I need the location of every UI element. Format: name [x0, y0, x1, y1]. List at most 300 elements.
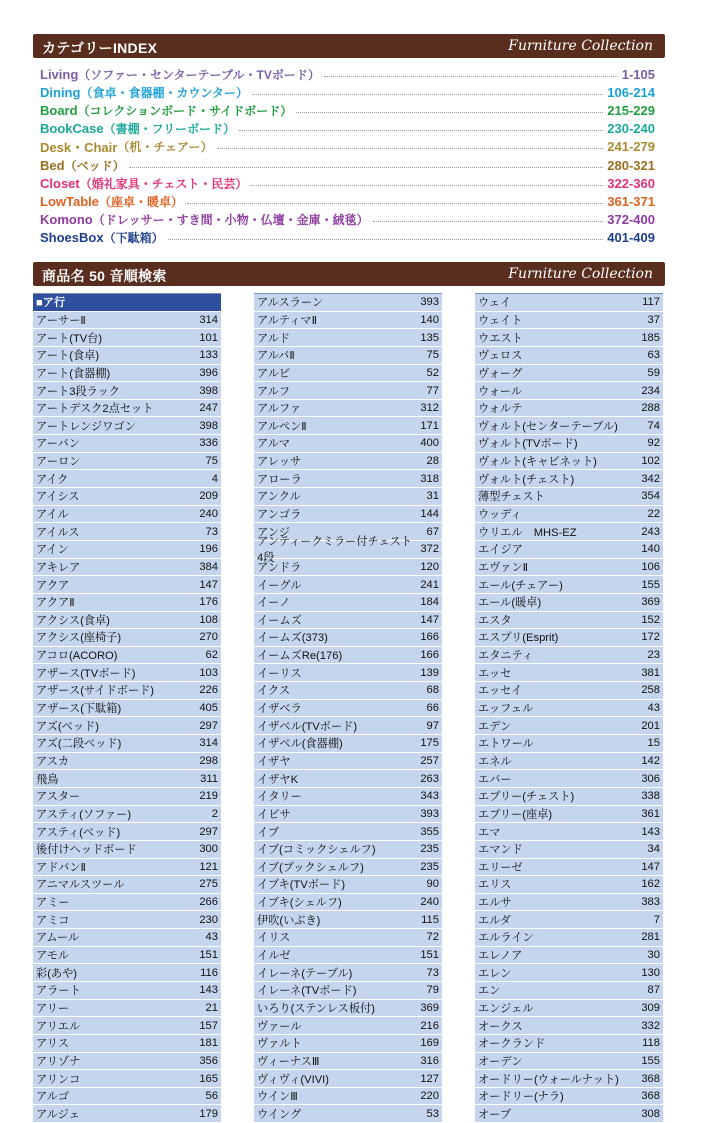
product-name: エイジア [478, 544, 523, 557]
product-name: アズ(二段ベッド) [36, 738, 122, 751]
product-row [33, 506, 221, 524]
product-page: 369 [641, 596, 660, 609]
product-row [33, 523, 221, 541]
product-row [475, 453, 663, 471]
product-name: 飛鳥 [36, 773, 59, 786]
product-name: オークランド [478, 1038, 546, 1051]
product-row [33, 841, 221, 859]
product-name: エスタ [478, 614, 512, 627]
product-search-title: 商品名 50 音順検索 [42, 268, 167, 284]
product-page: 184 [420, 596, 439, 609]
product-name: イザベル(TVボード) [257, 720, 358, 733]
product-page: 133 [199, 349, 218, 362]
product-page: 235 [420, 860, 439, 873]
product-page: 22 [647, 508, 660, 520]
category-description: （机・チェアー） [117, 140, 213, 155]
product-page: 15 [647, 737, 660, 750]
product-name: アスカ [36, 755, 70, 768]
dot-leader [217, 148, 604, 149]
category-name: Living [40, 66, 79, 82]
dot-leader [239, 130, 603, 131]
product-page: 311 [200, 772, 218, 785]
product-name: アートレンジワゴン [36, 420, 136, 433]
product-page: 79 [426, 984, 439, 997]
product-row [475, 629, 663, 647]
product-page: 235 [420, 843, 439, 856]
product-page: 398 [199, 384, 218, 397]
dot-leader [187, 203, 603, 204]
product-row [254, 594, 442, 612]
product-name: ウイング [257, 1108, 302, 1121]
product-page: 116 [200, 966, 218, 979]
product-name: アンドラ [257, 561, 302, 574]
product-name: アート(食卓) [36, 350, 100, 363]
product-row [475, 382, 663, 400]
product-name: イザベル(食器棚) [257, 738, 343, 751]
product-name: アキレア [36, 561, 81, 574]
product-name: イザベラ [257, 703, 302, 716]
product-row [33, 700, 221, 718]
product-page: 103 [199, 666, 218, 679]
product-row [254, 488, 442, 506]
product-page: 209 [199, 490, 218, 503]
product-name: ウェイ [478, 297, 512, 310]
product-row [475, 841, 663, 859]
product-row [33, 876, 221, 894]
product-row [475, 329, 663, 347]
product-row [254, 964, 442, 982]
product-row [475, 1053, 663, 1071]
product-row [254, 576, 442, 594]
product-name: アイン [36, 544, 69, 557]
product-row [33, 329, 221, 347]
product-page: 368 [641, 1090, 660, 1103]
category-description: （座卓・暖卓） [98, 194, 183, 209]
product-row [33, 382, 221, 400]
product-page: 234 [641, 384, 660, 397]
product-page: 393 [420, 807, 439, 820]
product-row [475, 612, 663, 630]
dot-leader [251, 185, 603, 186]
product-name: アート(TV台) [36, 332, 103, 345]
product-row [254, 312, 442, 330]
product-name: ウッディ [478, 509, 522, 521]
product-row [33, 400, 221, 418]
category-description: （婚礼家具・チェスト・民芸） [79, 176, 248, 191]
product-page: 28 [426, 455, 439, 468]
product-row [475, 700, 663, 718]
product-page: 147 [199, 578, 218, 591]
product-name: エルサ [478, 897, 512, 910]
product-page: 139 [420, 666, 439, 679]
product-page: 75 [205, 455, 218, 468]
product-name: アクシス(食卓) [36, 614, 110, 627]
product-row [33, 312, 221, 330]
product-row [254, 1105, 442, 1123]
product-page: 74 [647, 419, 660, 432]
category-pages: 106-214 [607, 84, 655, 100]
product-page: 316 [420, 1054, 439, 1067]
product-page: 172 [641, 631, 660, 644]
category-description: （書棚・フリーボード） [103, 122, 236, 137]
product-name: アローラ [257, 473, 302, 486]
category-pages: 1-105 [621, 66, 655, 82]
product-name: ヴァルト [257, 1038, 302, 1051]
product-row [475, 682, 663, 700]
product-page: 368 [641, 1072, 660, 1085]
product-row [33, 347, 221, 365]
product-page: 361 [641, 807, 660, 820]
product-page: 140 [641, 543, 660, 556]
category-row [40, 138, 655, 156]
product-page: 108 [199, 613, 218, 626]
product-row [475, 947, 663, 965]
product-row [475, 470, 663, 488]
product-page: 68 [426, 684, 439, 697]
product-row [33, 629, 221, 647]
product-row [254, 382, 442, 400]
product-name: 後付けヘッドボード [36, 844, 137, 857]
product-name: イザヤK [257, 773, 299, 786]
product-row [475, 1105, 663, 1123]
product-row [254, 417, 442, 435]
product-name: イタリー [257, 791, 302, 804]
product-page: 169 [420, 1037, 439, 1050]
product-name: イームズRe(176) [257, 650, 343, 663]
product-name: アルジェ [36, 1108, 80, 1121]
product-page: 300 [199, 843, 218, 856]
product-row [254, 717, 442, 735]
product-row [33, 770, 221, 788]
product-row [33, 612, 221, 630]
product-page: 240 [420, 896, 439, 909]
category-name: LowTable [40, 193, 99, 209]
product-row [254, 470, 442, 488]
product-page: 219 [199, 790, 218, 803]
product-row [475, 1017, 663, 1035]
product-name: ヴィーナスⅢ [257, 1055, 320, 1068]
product-name: ウインⅢ [257, 1091, 298, 1104]
product-page: 43 [647, 702, 660, 715]
product-page: 384 [199, 560, 218, 573]
product-name: アルペンⅡ [257, 420, 307, 433]
product-page: 288 [641, 402, 660, 415]
product-row [254, 806, 442, 824]
product-page: 127 [420, 1072, 439, 1085]
product-page: 147 [420, 613, 439, 626]
product-page: 66 [426, 702, 439, 715]
product-name: アミー [36, 897, 70, 910]
product-name: ヴォルト(キャビネット) [478, 456, 597, 469]
product-row [254, 329, 442, 347]
product-search-header [33, 262, 665, 286]
product-row [254, 770, 442, 788]
product-page: 142 [641, 754, 660, 767]
product-row [254, 911, 442, 929]
product-page: 162 [641, 878, 660, 891]
product-page: 67 [426, 525, 439, 538]
product-name: アイシス [36, 491, 80, 504]
product-name: エッセ [478, 667, 512, 680]
product-page: 372 [420, 543, 439, 556]
category-list [40, 65, 655, 247]
product-name: ヴォルト(TVボード) [478, 438, 578, 451]
product-row [254, 629, 442, 647]
furniture-collection-script: Furniture Collection [508, 266, 653, 282]
product-page: 30 [647, 949, 660, 962]
product-name: エルライン [478, 932, 534, 945]
product-row [475, 523, 663, 541]
product-row [254, 347, 442, 365]
product-page: 90 [426, 878, 439, 891]
product-row [475, 594, 663, 612]
product-name: イーノ [257, 597, 291, 610]
product-name: イリス [257, 932, 291, 945]
product-page: 196 [199, 543, 218, 556]
product-page: 297 [199, 719, 218, 732]
product-name: イビサ [257, 808, 291, 821]
product-row [254, 753, 442, 771]
category-name: Dining [40, 84, 81, 100]
product-row [254, 929, 442, 947]
product-name: エマンド [478, 844, 523, 857]
product-name: エン [478, 985, 501, 998]
product-name: アザース(サイドボード) [36, 685, 154, 698]
product-row [475, 1035, 663, 1053]
product-row [475, 1088, 663, 1106]
product-row [254, 788, 442, 806]
product-page: 152 [641, 613, 660, 626]
product-page: 179 [199, 1107, 218, 1120]
product-page: 53 [426, 1107, 439, 1120]
product-name: エネル [478, 755, 512, 768]
product-page: 342 [641, 472, 660, 485]
product-page: 332 [641, 1019, 660, 1032]
product-name: オークス [478, 1020, 523, 1033]
product-row [33, 1000, 221, 1018]
product-page: 354 [641, 490, 660, 503]
product-row [254, 365, 442, 383]
product-row [254, 400, 442, 418]
product-name: アルティマⅡ [257, 314, 318, 327]
product-name: いろり(ステンレス板付) [257, 1002, 375, 1015]
dot-leader [168, 239, 604, 240]
category-pages: 215-229 [607, 102, 655, 118]
product-name: エトワール [478, 738, 534, 751]
product-row [475, 982, 663, 1000]
product-row [254, 647, 442, 665]
product-name: イーグル [257, 579, 302, 592]
product-name: アイク [36, 473, 69, 486]
product-row [475, 400, 663, 418]
product-page: 314 [199, 737, 218, 750]
product-row [254, 735, 442, 753]
product-row [475, 788, 663, 806]
product-page: 230 [199, 913, 218, 926]
product-name: アムール [36, 932, 80, 945]
product-name: アクシス(座椅子) [36, 632, 122, 645]
product-page: 175 [420, 737, 439, 750]
product-page: 309 [641, 1001, 660, 1014]
product-name: イームズ [257, 614, 302, 627]
product-page: 396 [199, 366, 218, 379]
product-name: アザース(TVボード) [36, 667, 136, 680]
product-page: 247 [199, 402, 218, 415]
product-row [254, 1053, 442, 1071]
product-name: ウリエル MHS-EZ [478, 526, 577, 539]
product-row [254, 982, 442, 1000]
product-name: アスター [36, 791, 81, 804]
product-row [254, 894, 442, 912]
product-row [33, 488, 221, 506]
product-name: アンゴラ [257, 509, 302, 521]
product-page: 101 [199, 331, 218, 344]
furniture-collection-script: Furniture Collection [508, 38, 653, 54]
product-row [254, 841, 442, 859]
product-name: イブキ(TVボード) [257, 879, 346, 892]
product-name: アザース(下駄箱) [36, 703, 122, 716]
product-row [254, 612, 442, 630]
category-row [40, 83, 655, 101]
product-row [475, 488, 663, 506]
section-heading-a-row [33, 294, 221, 312]
product-page: 155 [641, 1054, 660, 1067]
product-page: 400 [420, 437, 439, 450]
product-name: アリエル [36, 1020, 81, 1033]
product-page: 2 [211, 807, 218, 820]
product-row [33, 806, 221, 824]
product-name: イブ [257, 826, 280, 839]
product-page: 43 [205, 931, 218, 944]
product-row [475, 664, 663, 682]
product-row [475, 647, 663, 665]
product-page: 176 [199, 596, 218, 609]
product-name: アズ(ベッド) [36, 720, 99, 733]
product-row [254, 947, 442, 965]
category-row [40, 156, 655, 174]
product-page: 151 [199, 949, 218, 962]
product-page: 34 [647, 843, 660, 856]
product-page: 381 [641, 666, 660, 679]
category-index-title: カテゴリーINDEX [42, 40, 158, 56]
product-name: エデン [478, 720, 512, 733]
product-page: 270 [199, 631, 218, 644]
product-name: アートデスク2点セット [36, 403, 154, 416]
product-row [475, 859, 663, 877]
product-row [33, 1105, 221, 1123]
product-page: 166 [420, 649, 439, 662]
product-name: アリゾナ [36, 1055, 81, 1068]
product-name: アンジ [257, 526, 290, 539]
category-row [40, 229, 655, 247]
product-name: エール(チェアー) [478, 579, 563, 592]
category-pages: 322-360 [607, 175, 655, 191]
product-page: 72 [426, 931, 439, 944]
category-description: （コレクションボード・サイドボード） [77, 103, 293, 118]
product-row [475, 312, 663, 330]
product-page: 338 [641, 790, 660, 803]
product-row [33, 541, 221, 559]
product-name: ヴォーグ [478, 367, 523, 380]
product-row [33, 470, 221, 488]
product-row [33, 947, 221, 965]
product-row [475, 294, 663, 312]
product-name: ウォール [478, 385, 523, 398]
product-row [254, 506, 442, 524]
product-name: アイルス [36, 526, 80, 539]
product-name: 伊吹(いぶき) [257, 914, 321, 927]
product-name: イブ(コミックシェルフ) [257, 844, 376, 857]
product-name: アニマルスツール [36, 879, 125, 892]
product-name: アミコ [36, 914, 70, 927]
product-page: 117 [642, 296, 660, 309]
product-page: 355 [420, 825, 439, 838]
product-row [33, 1070, 221, 1088]
product-page: 73 [205, 525, 218, 538]
category-index-header [33, 34, 665, 58]
product-name: 彩(あや) [36, 967, 78, 980]
product-name: イレーネ(テーブル) [257, 967, 353, 980]
product-name: イルゼ [257, 950, 291, 963]
product-name: アンティークミラー付チェスト4段 [257, 536, 412, 565]
product-page: 130 [641, 966, 660, 979]
product-page: 63 [647, 349, 660, 362]
product-page: 314 [199, 313, 218, 326]
product-name: アレッサ [257, 456, 302, 469]
product-row [33, 664, 221, 682]
product-name: アルバⅡ [257, 350, 295, 363]
product-name: アルド [257, 332, 291, 345]
category-pages: 230-240 [607, 121, 655, 137]
product-row [33, 453, 221, 471]
product-row [33, 1088, 221, 1106]
product-page: 171 [420, 419, 439, 432]
product-row [33, 559, 221, 577]
product-row [254, 294, 442, 312]
product-page: 92 [647, 437, 660, 450]
product-name: アクア [36, 579, 70, 592]
dot-leader [373, 221, 604, 222]
product-page: 241 [420, 578, 439, 591]
product-name: アルビ [257, 367, 291, 380]
product-row [475, 365, 663, 383]
product-row [254, 1035, 442, 1053]
product-row [475, 753, 663, 771]
product-name: 薄型チェスト [478, 491, 545, 504]
product-page: 157 [199, 1019, 218, 1032]
product-page: 243 [641, 525, 660, 538]
product-name: アート(食器棚) [36, 367, 111, 380]
category-description: （ソファー・センターテーブル・TVボード） [78, 67, 320, 82]
category-name: Board [40, 102, 78, 118]
product-page: 257 [420, 754, 439, 767]
product-column-3 [475, 293, 663, 1123]
product-name: アート3段ラック [36, 385, 120, 398]
product-name: エレン [478, 967, 512, 980]
product-row [475, 770, 663, 788]
product-name: アーバン [36, 438, 80, 451]
product-name: エール(暖卓) [478, 597, 542, 610]
product-page: 343 [420, 790, 439, 803]
product-page: 147 [641, 860, 660, 873]
product-name: アーサーⅡ [36, 314, 86, 327]
product-name: アラート [36, 985, 81, 998]
product-name: エンジェル [478, 1002, 534, 1015]
product-page: 115 [421, 913, 439, 926]
product-page: 77 [426, 384, 439, 397]
product-column-1 [33, 293, 221, 1123]
product-row [475, 417, 663, 435]
